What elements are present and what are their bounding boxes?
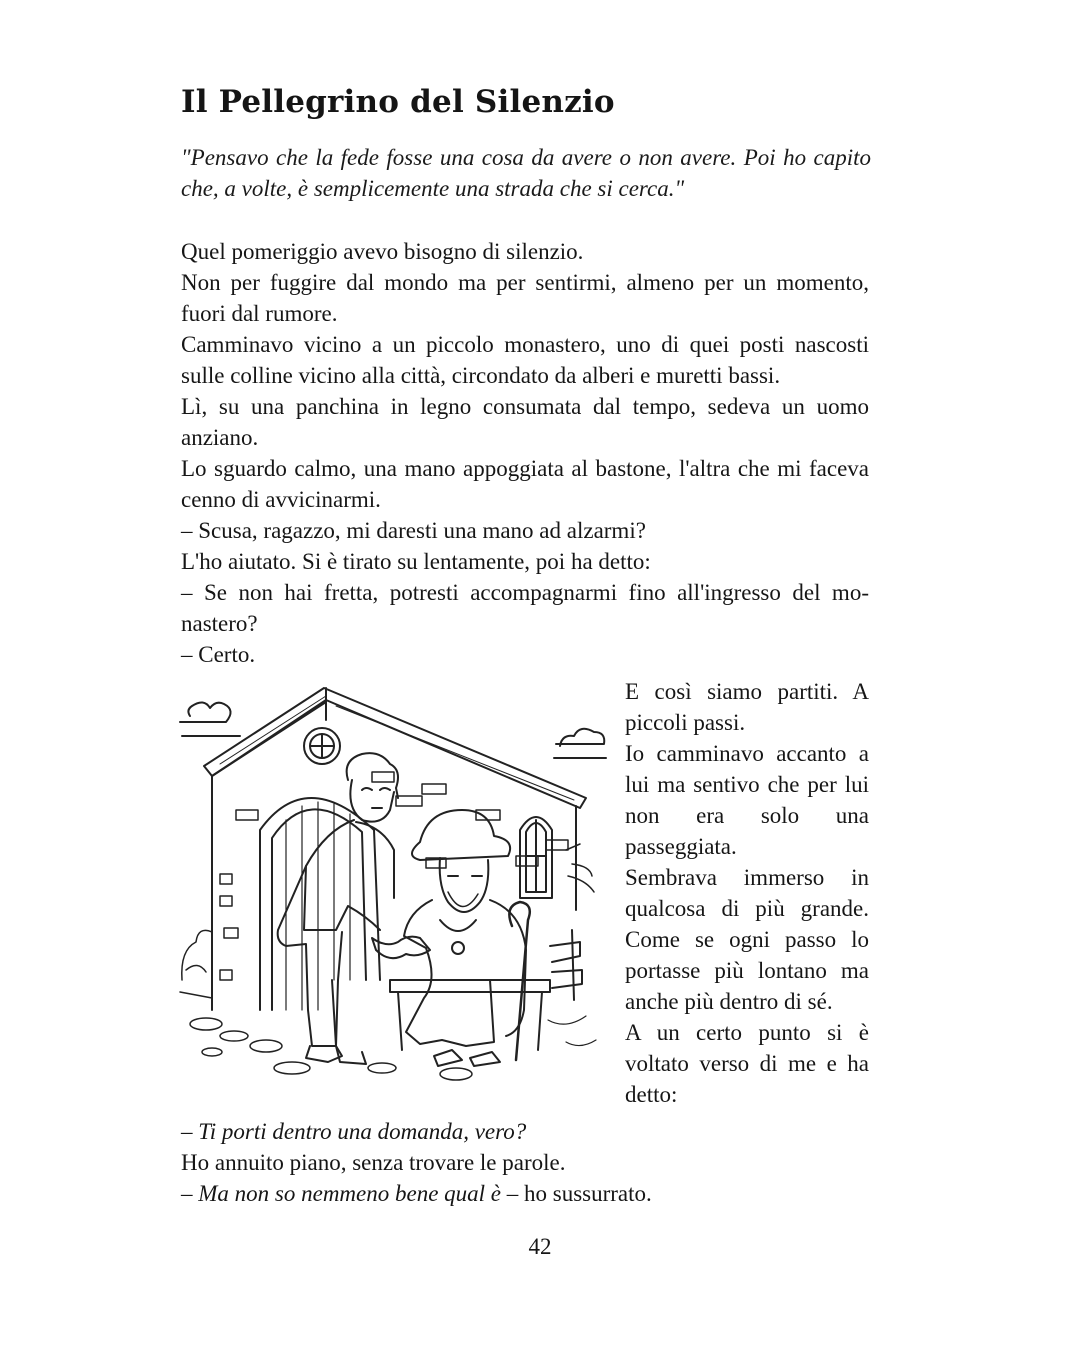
cloud-left <box>180 702 240 736</box>
side-text-column <box>625 676 869 1110</box>
italic-line: – Ti porti dentro una domanda, vero? <box>181 1119 527 1144</box>
paragraph: Io camminavo accanto a lui ma sentivo che per lui non era solo una passeggiata. <box>625 741 869 859</box>
paragraph: Ho annuito piano, senza trovare le parole. <box>181 1150 566 1175</box>
italic-line: – Ma non so nemmeno bene qual è <box>181 1181 502 1206</box>
roof <box>204 688 586 808</box>
paragraph: – Certo. <box>181 642 256 667</box>
chapter-title: Il Pellegrino del Silenzio <box>181 84 615 120</box>
paragraph <box>181 1116 869 1147</box>
bush <box>180 930 212 998</box>
page-number: 42 <box>528 1234 552 1259</box>
old-man <box>404 810 526 1066</box>
pendant <box>452 942 464 954</box>
paragraph: E così siamo partiti. A piccoli passi. <box>625 679 869 735</box>
paragraph: A un certo punto si è voltato verso di me e ha detto: <box>625 1020 869 1107</box>
paragraph: – Se non hai fretta, potresti accompagnarmi fino all'ingresso del monastero? <box>181 580 869 636</box>
paragraph: Lo sguardo calmo, una mano appoggiata al bastone, l'altra che mi faceva cenno di avvicinarmi. <box>181 456 869 512</box>
main-text <box>181 236 869 670</box>
paragraph: Non per fuggire dal mondo ma per sentirmi, almeno per un momento, fuori dal rumore. <box>181 270 869 326</box>
paragraph: Quel pomeriggio avevo bisogno di silenzio. <box>181 239 584 264</box>
epigraph-quote: "Pensavo che la fede fosse una cosa da avere o non avere. Poi ho capito che, a volte, è semplicemente una strada che si cerca." <box>181 145 871 201</box>
paragraph: – Scusa, ragazzo, mi daresti una mano ad alzarmi? <box>181 518 646 543</box>
paragraph: Lì, su una panchina in legno consumata dal tempo, sedeva un uomo anziano. <box>181 394 869 450</box>
bench <box>390 930 582 1050</box>
illustration-boy-helping-old-man <box>176 680 612 1092</box>
paragraph: Sembrava immerso in qualcosa di più grande. Come se ogni passo lo portasse più lontano ma anche più dentro di sé. <box>625 865 869 1014</box>
paragraph: Camminavo vicino a un piccolo monastero, uno di quei posti nascosti sulle colline vicino alla città, circondato da alberi e muretti bassi. <box>181 332 869 388</box>
dialogue-text <box>181 1116 869 1209</box>
paragraph: L'ho aiutato. Si è tirato su lentamente, poi ha detto: <box>181 549 651 574</box>
text-span: – ho sussurrato. <box>501 1181 652 1206</box>
handshake <box>372 937 430 959</box>
cloud-right <box>554 729 606 758</box>
paragraph <box>181 1178 869 1209</box>
